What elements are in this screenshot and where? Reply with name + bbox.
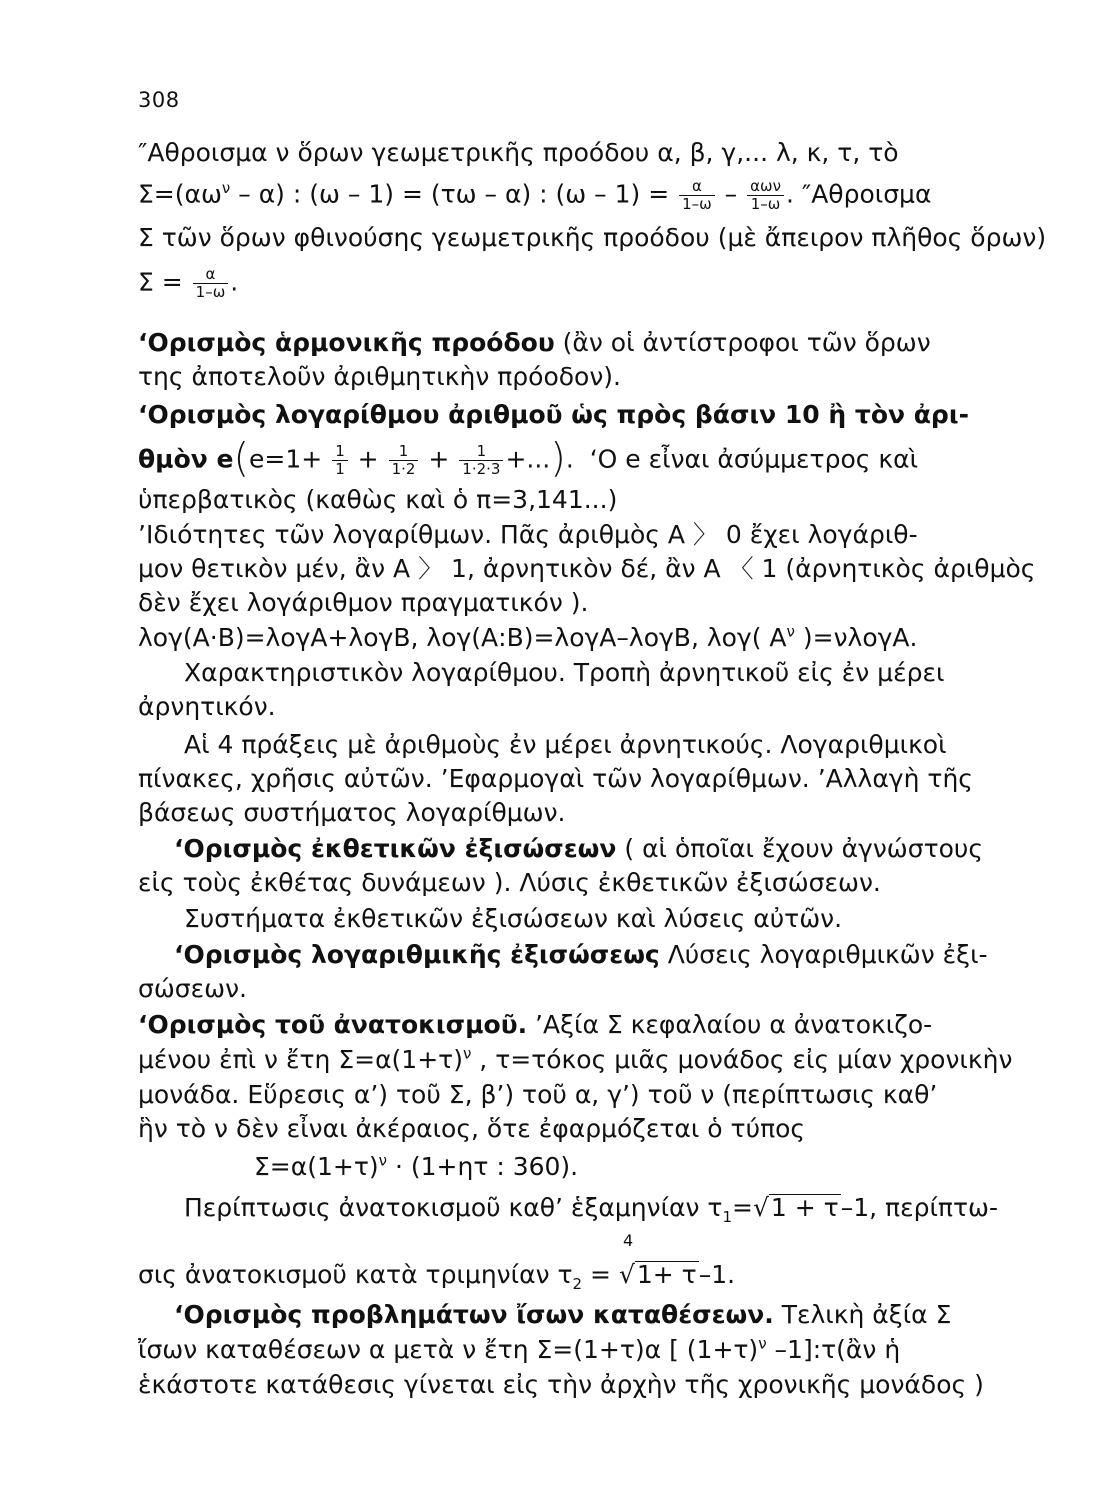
line-equal-deposits	[174, 1300, 951, 1330]
fraction	[747, 178, 784, 213]
line-infinite-formula	[138, 266, 238, 301]
subscript: 2	[572, 1275, 583, 1293]
section-heading: ‘Ορισμὸς ἁρμονικῆς προόδου	[138, 328, 555, 357]
formula-text: .	[230, 267, 239, 297]
line-text: ( αἱ ὁποῖαι ἔχουν ἀγνώστους	[616, 834, 984, 863]
line-text: πίνακες, χρῆσις αὐτῶν. ’Εφαρμογαὶ τῶν λογαρίθμων. ’Αλλαγὴ τῆς	[138, 764, 973, 793]
formula-text: · (1+ητ : 360).	[387, 1152, 579, 1181]
section-heading: ‘Ορισμὸς λογαρίθμου ἀριθμοῦ ὡς πρὸς βάσιν 10 ἢ τὸν ἀρι-	[138, 400, 969, 429]
line-text: Σ τῶν ὅρων φθινούσης γεωμετρικῆς προόδου (μὲ ἄπειρον πλῆθος ὅρων)	[138, 223, 1047, 252]
fraction	[193, 266, 229, 301]
line-text: βάσεως συστήματος λογαρίθμων.	[138, 798, 566, 827]
line-equal-deposits-3	[138, 1370, 984, 1400]
line-exponential-eq-2	[138, 868, 881, 898]
section-heading: ‘Ορισμὸς λογαριθμικῆς ἐξισώσεως	[174, 940, 660, 969]
line-text: σώσεων.	[138, 974, 247, 1003]
section-heading: ‘Ορισμὸς προβλημάτων ἴσων καταθέσεων.	[174, 1300, 774, 1329]
formula-text: , τ=τόκος μιᾶς μονάδος εἰς μίαν χρονικὴν	[471, 1045, 1013, 1074]
line-text: Αἱ 4 πράξεις μὲ ἀριθμοὺς ἐν μέρει ἀρνητικούς. Λογαριθμικοὶ	[184, 730, 947, 759]
denominator: 1–ω	[195, 283, 226, 301]
formula-text: μένου ἐπὶ ν ἔτη Σ=α(1+τ)	[138, 1045, 463, 1074]
exponent: ν	[221, 179, 231, 198]
denominator: 1–ω	[750, 195, 781, 213]
line-exp-systems	[184, 904, 842, 934]
line-transcendental	[138, 485, 617, 515]
formula-text: –1]:τ(ἂν ἡ	[766, 1335, 901, 1364]
line-log-definition	[138, 400, 969, 430]
formula-text: – α) : (ω – 1) = (τω – α) : (ω – 1) =	[230, 179, 670, 209]
line-log-properties-2	[138, 554, 1035, 584]
formula-text: )=νλογΑ.	[794, 623, 918, 652]
line-text: ἑκάστοτε κατάθεσις γίνεται εἰς τὴν ἀρχὴν τῆς χρονικῆς μονάδος )	[138, 1370, 984, 1399]
exponent: ν	[378, 1151, 388, 1170]
denominator: 1	[335, 460, 345, 478]
line-harmonic-definition	[138, 328, 931, 358]
numerator: αων	[747, 178, 784, 196]
line-text: ’Αξία Σ κεφαλαίου α ἀνατοκιζο-	[527, 1010, 933, 1039]
line-log-eq	[174, 940, 988, 970]
line-semiannual: Περίπτωσις ἀνατοκισμοῦ καθ’ ἑξαμηνίαν $\tau_1=√1 + \tau-1$, περίπτω-	[184, 1193, 998, 1226]
subscript: 1	[722, 1208, 733, 1226]
line-log-rules	[138, 623, 917, 653]
numerator: α	[679, 178, 715, 196]
radical: 1 + τ	[770, 1193, 839, 1222]
line-text: μον θετικὸν μέν, ἂν Α 〉 1, ἀρνητικὸν δέ, ἂν Α 〈 1 (ἀρνητικὸς ἀριθμὸς	[138, 554, 1036, 583]
line-log-properties-3	[138, 588, 588, 618]
line-text: Χαρακτηριστικὸν λογαρίθμου. Τροπὴ ἀρνητικοῦ εἰς ἐν μέρει	[184, 658, 945, 687]
section-heading: ‘Ορισμὸς τοῦ ἀνατοκισμοῦ.	[138, 1010, 528, 1039]
formula-text: Σ=α(1+τ)	[254, 1152, 379, 1181]
line-operations-2	[138, 764, 973, 794]
line-exponential-eq	[174, 834, 983, 864]
numerator: α	[193, 266, 229, 284]
line-text: Συστήματα ἐκθετικῶν ἐξισώσεων καὶ λύσεις αὐτῶν.	[184, 904, 843, 933]
formula-text: Σ=(αω	[138, 179, 222, 209]
formula-text: ἴσων καταθέσεων α μετὰ ν ἔτη Σ=(1+τ)α [ (1+τ)	[138, 1335, 759, 1364]
line-log-eq-2	[138, 974, 247, 1004]
exponent: ν	[786, 622, 795, 641]
line-harmonic-cont	[138, 362, 621, 392]
formula-text: =	[732, 1193, 753, 1222]
exponent: ν	[462, 1044, 472, 1063]
line-text: της ἀποτελοῦν ἀριθμητικὴν πρόοδον).	[138, 362, 621, 391]
numerator: 1	[332, 443, 348, 461]
root-with-index: 4 √	[619, 1260, 635, 1289]
line-e-series: θμὸν e(e=1+ $\frac{1}{1}$ + $\frac{1}{1\cdot 2}$ + $\frac{1}{1\cdot 2\cdot 3}$ +...). ‘Ο e εἶναι ἀσύμμετρος καὶ	[138, 435, 919, 482]
line-compound-find	[138, 1080, 937, 1110]
fraction	[389, 443, 419, 478]
line-equal-deposits-2	[138, 1335, 900, 1365]
line-geometric-sum	[138, 138, 899, 168]
formula-text: ″Αθροισμα	[793, 179, 932, 209]
numerator: 1	[459, 443, 503, 461]
line-text: ‘Ο e εἶναι ἀσύμμετρος καὶ	[589, 444, 919, 474]
fraction	[459, 443, 503, 478]
formula-text: e=1+	[249, 444, 323, 474]
page-number: 308	[138, 88, 180, 112]
denominator: 1–ω	[682, 195, 712, 213]
line-compound-interest	[138, 1010, 932, 1040]
line-infinite-sum	[138, 223, 1046, 253]
formula-text: =	[582, 1260, 619, 1289]
line-text: Λύσεις λογαριθμικῶν ἐξι-	[659, 940, 988, 969]
line-text: Τελικὴ ἀξία Σ	[773, 1300, 952, 1329]
section-heading: θμὸν e	[138, 444, 234, 474]
fraction	[332, 443, 348, 478]
fraction	[679, 178, 715, 213]
line-compound-find-2	[138, 1114, 805, 1144]
radical: 1+ τ	[636, 1260, 697, 1289]
formula-text: σις ἀνατοκισμοῦ κατὰ τριμηνίαν τ	[138, 1260, 573, 1289]
line-characteristic-2	[138, 692, 276, 722]
formula-text: Περίπτωσις ἀνατοκισμοῦ καθ’ ἑξαμηνίαν τ	[184, 1193, 723, 1222]
denominator: 1·2	[391, 460, 416, 478]
line-text: ″Αθροισμα ν ὅρων γεωμετρικῆς προόδου α, β, γ,... λ, κ, τ, τὸ	[138, 138, 899, 167]
line-text: δὲν ἔχει λογάριθμον πραγματικόν ).	[138, 588, 589, 617]
line-characteristic	[184, 658, 944, 688]
formula-text: –1, περίπτω-	[840, 1193, 998, 1222]
line-text: εἰς τοὺς ἐκθέτας δυνάμεων ). Λύσις ἐκθετικῶν ἐξισώσεων.	[138, 868, 881, 897]
line-text: ἀρνητικόν.	[138, 692, 276, 721]
numerator: 1	[389, 443, 419, 461]
line-text: μονάδα. Εὕρεσις α’) τοῦ Σ, β’) τοῦ α, γ’) τοῦ ν (περίπτωσις καθ’	[138, 1080, 938, 1109]
denominator: 1·2·3	[462, 460, 501, 478]
line-compound-formula-2	[254, 1152, 578, 1182]
formula-text: Σ =	[138, 267, 183, 297]
formula-text: +...	[505, 444, 551, 474]
section-heading: ‘Ορισμὸς ἐκθετικῶν ἐξισώσεων	[174, 834, 617, 863]
line-log-properties	[138, 520, 918, 550]
line-compound-formula	[138, 1045, 1012, 1075]
exponent: ν	[758, 1334, 767, 1353]
line-text: ’Ιδιότητες τῶν λογαρίθμων. Πᾶς ἀριθμὸς Α 〉 0 ἔχει λογάριθ-	[138, 520, 918, 549]
formula-text: λογ(Α·Β)=λογΑ+λογΒ, λογ(Α:Β)=λογΑ–λογΒ, λογ( Α	[138, 623, 787, 652]
line-text: (ἂν οἱ ἀντίστροφοι τῶν ὅρων	[554, 328, 931, 357]
line-operations	[184, 730, 947, 760]
formula-text: –1.	[698, 1260, 736, 1289]
line-text: ὑπερβατικὸς (καθὼς καὶ ὁ π=3,141...)	[138, 485, 618, 514]
line-geometric-formula: $\Sigma=(\alpha\omega^\nu - \alpha)$ : (ω – 1) = (τω – α) : (ω – 1) = $\frac{\alpha}{1-\omega}$ – $\frac{\text{αων}}{1-\omega}$ . ″Αθροισμα	[138, 177, 932, 213]
line-text: ἣν τὸ ν δὲν εἶναι ἀκέραιος, ὅτε ἐφαρμόζεται ὁ τύπος	[138, 1114, 806, 1143]
line-operations-3	[138, 798, 566, 828]
root-index: 4	[622, 1231, 634, 1250]
line-quarterly	[138, 1231, 736, 1293]
